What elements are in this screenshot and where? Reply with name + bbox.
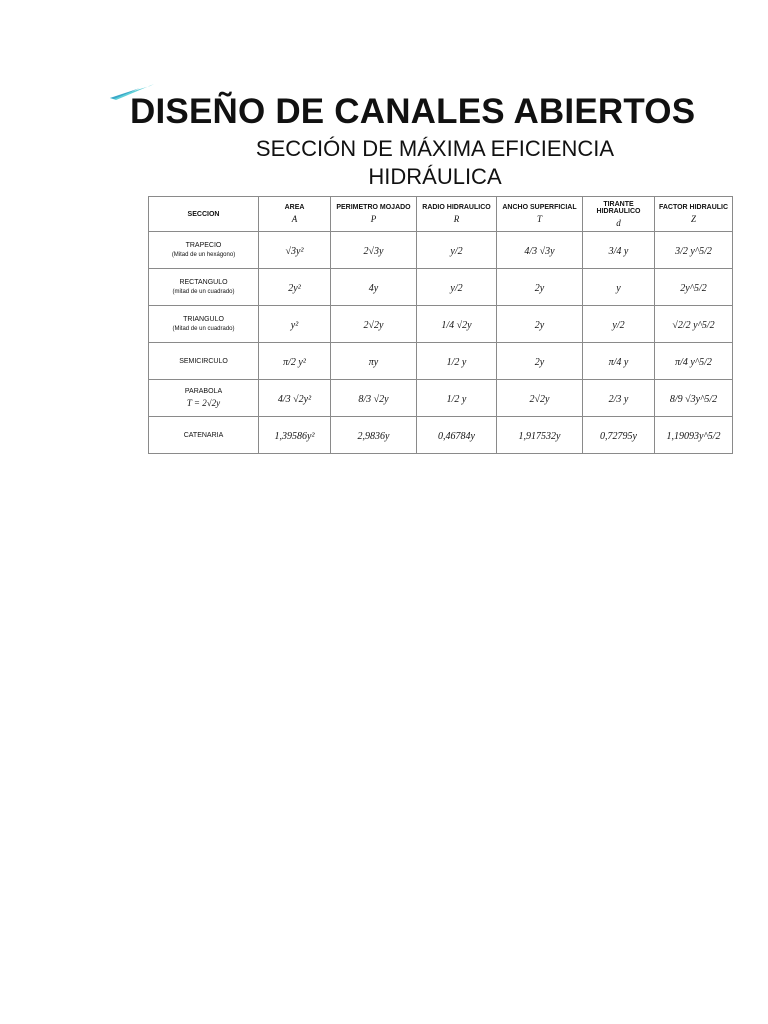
section-name-cell: TRAPECIO (Mitad de un hexágono)	[149, 232, 259, 269]
formula-cell: π/2 y²	[259, 343, 331, 380]
formula-cell: 3/4 y	[583, 232, 655, 269]
table-row	[149, 269, 733, 306]
formula-cell: 1/2 y	[417, 343, 497, 380]
formula-cell: 3/2 y^5/2	[655, 232, 733, 269]
header-cell: TIRANTE HIDRAULICO d	[583, 197, 655, 232]
formula-cell: 1,917532y	[497, 417, 583, 454]
formula-cell: 2√3y	[331, 232, 417, 269]
header-cell: ANCHO SUPERFICIAL T	[497, 197, 583, 232]
formula-cell: 1/2 y	[417, 380, 497, 417]
header-cell: PERIMETRO MOJADO P	[331, 197, 417, 232]
hydraulic-sections-table	[148, 196, 733, 454]
formula-cell: √2/2 y^5/2	[655, 306, 733, 343]
formula-cell: 2y²	[259, 269, 331, 306]
page-subtitle-line-2: HIDRÁULICA	[368, 164, 502, 189]
formula-cell: √3y²	[259, 232, 331, 269]
section-name-cell: RECTANGULO (mitad de un cuadrado)	[149, 269, 259, 306]
formula-cell: 4y	[331, 269, 417, 306]
formula-cell: πy	[331, 343, 417, 380]
page-title: DISEÑO DE CANALES ABIERTOS	[130, 92, 696, 131]
table-row	[149, 417, 733, 454]
formula-cell: π/4 y^5/2	[655, 343, 733, 380]
table-row	[149, 306, 733, 343]
header-cell: RADIO HIDRAULICO R	[417, 197, 497, 232]
formula-cell: 4/3 √3y	[497, 232, 583, 269]
header-cell: SECCION	[149, 197, 259, 232]
formula-cell: 1,19093y^5/2	[655, 417, 733, 454]
formula-cell: 4/3 √2y²	[259, 380, 331, 417]
formula-cell: 2y	[497, 343, 583, 380]
formula-cell: 8/9 √3y^5/2	[655, 380, 733, 417]
table-row	[149, 232, 733, 269]
formula-cell: 0,46784y	[417, 417, 497, 454]
section-name-cell: PARABOLA T = 2√2y	[149, 380, 259, 417]
formula-cell: π/4 y	[583, 343, 655, 380]
formula-cell: 2/3 y	[583, 380, 655, 417]
page-subtitle-line-1: SECCIÓN DE MÁXIMA EFICIENCIA	[255, 136, 615, 161]
formula-cell: 2y	[497, 269, 583, 306]
section-name-cell: SEMICIRCULO	[149, 343, 259, 380]
section-name-cell: CATENARIA	[149, 417, 259, 454]
formula-cell: y	[583, 269, 655, 306]
formula-cell: 2,9836y	[331, 417, 417, 454]
formula-cell: 1,39586y²	[259, 417, 331, 454]
formula-cell: 1/4 √2y	[417, 306, 497, 343]
table-header-row	[149, 197, 733, 232]
formula-cell: 8/3 √2y	[331, 380, 417, 417]
formula-cell: 2√2y	[331, 306, 417, 343]
formula-cell: 2√2y	[497, 380, 583, 417]
formula-cell: y/2	[417, 232, 497, 269]
formula-cell: 2y	[497, 306, 583, 343]
section-name-cell: TRIANGULO (Mitad de un cuadrado)	[149, 306, 259, 343]
formula-cell: 2y^5/2	[655, 269, 733, 306]
table-row	[149, 343, 733, 380]
header-cell: FACTOR HIDRAULIC Z	[655, 197, 733, 232]
formula-cell: y/2	[417, 269, 497, 306]
header-cell: AREA A	[259, 197, 331, 232]
table-row	[149, 380, 733, 417]
formula-cell: 0,72795y	[583, 417, 655, 454]
formula-cell: y²	[259, 306, 331, 343]
formula-cell: y/2	[583, 306, 655, 343]
